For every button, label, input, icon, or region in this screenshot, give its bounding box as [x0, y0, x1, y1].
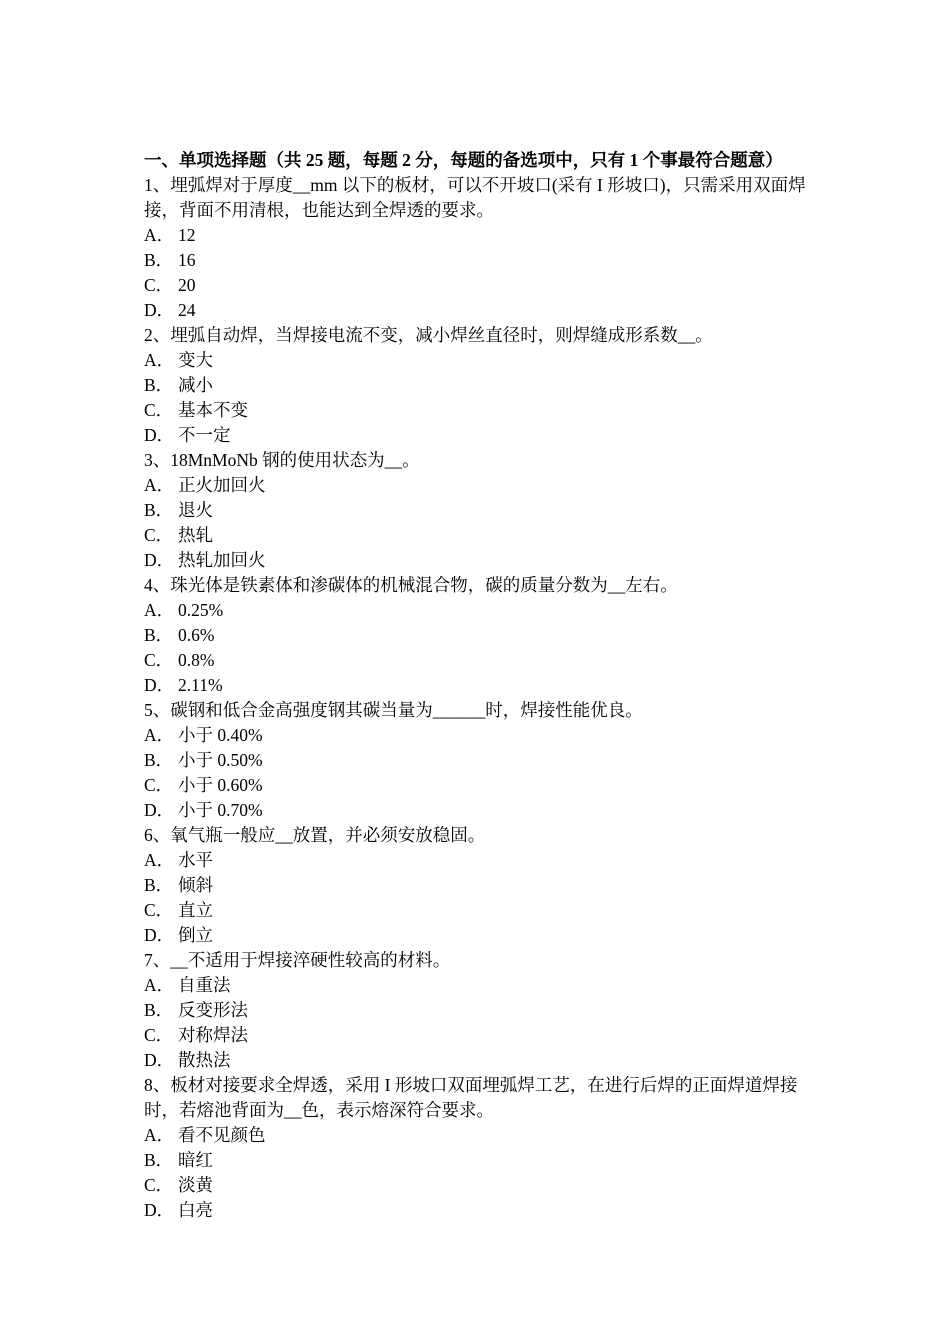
option-c [144, 773, 814, 798]
question-text: 8、板材对接要求全焊透，采用 I 形坡口双面埋弧焊工艺，在进行后焊的正面焊道焊接时，若熔池背面为__色，表示熔深符合要求。 [144, 1075, 798, 1120]
option-letter: A． [144, 850, 175, 870]
option-text: 白亮 [178, 1200, 213, 1220]
question-text: 2、埋弧自动焊，当焊接电流不变，减小焊丝直径时，则焊缝成形系数__。 [144, 325, 713, 345]
option-letter: B． [144, 625, 174, 645]
option-text: 16 [178, 250, 196, 270]
option-text: 20 [178, 275, 196, 295]
option-b [144, 998, 814, 1023]
option-text: 热轧加回火 [178, 550, 266, 570]
option-text: 自重法 [178, 975, 231, 995]
option-letter: D． [144, 675, 175, 695]
question-text: 3、18MnMoNb 钢的使用状态为__。 [144, 450, 420, 470]
option-text: 12 [178, 225, 196, 245]
option-text: 小于 0.40% [178, 725, 263, 745]
option-text: 散热法 [178, 1050, 231, 1070]
option-text: 看不见颜色 [178, 1125, 266, 1145]
option-b [144, 623, 814, 648]
document-body [144, 148, 814, 1223]
option-letter: D． [144, 1200, 175, 1220]
option-letter: C． [144, 400, 174, 420]
option-d [144, 1048, 814, 1073]
option-letter: B． [144, 750, 174, 770]
option-text: 水平 [178, 850, 213, 870]
option-d [144, 798, 814, 823]
option-text: 不一定 [178, 425, 231, 445]
option-letter: D． [144, 425, 175, 445]
option-letter: B． [144, 1000, 174, 1020]
option-d [144, 548, 814, 573]
option-letter: B． [144, 375, 174, 395]
question-text: 1、埋弧焊对于厚度__mm 以下的板材，可以不开坡口(采有 I 形坡口)，只需采用双面焊接，背面不用清根，也能达到全焊透的要求。 [144, 175, 806, 220]
option-text: 0.6% [178, 625, 215, 645]
option-c [144, 898, 814, 923]
option-a [144, 473, 814, 498]
option-letter: B． [144, 1150, 174, 1170]
option-text: 热轧 [178, 525, 213, 545]
option-c [144, 1023, 814, 1048]
option-text: 小于 0.50% [178, 750, 263, 770]
option-c [144, 1173, 814, 1198]
option-text: 0.25% [178, 600, 224, 620]
option-b [144, 248, 814, 273]
option-a [144, 723, 814, 748]
option-a [144, 348, 814, 373]
option-letter: B． [144, 875, 174, 895]
option-text: 2.11% [178, 675, 223, 695]
option-text: 直立 [178, 900, 213, 920]
option-text: 0.8% [178, 650, 215, 670]
option-letter: D． [144, 550, 175, 570]
option-a [144, 848, 814, 873]
option-b [144, 373, 814, 398]
question-text: 5、碳钢和低合金高强度钢其碳当量为______时，焊接性能优良。 [144, 700, 643, 720]
option-a [144, 1123, 814, 1148]
option-text: 淡黄 [178, 1175, 213, 1195]
option-text: 正火加回火 [178, 475, 266, 495]
question-text: 6、氧气瓶一般应__放置，并必须安放稳固。 [144, 825, 486, 845]
option-letter: A． [144, 600, 175, 620]
option-b [144, 1148, 814, 1173]
option-a [144, 598, 814, 623]
option-text: 变大 [178, 350, 213, 370]
option-letter: A． [144, 725, 175, 745]
option-a [144, 223, 814, 248]
option-c [144, 523, 814, 548]
option-letter: C． [144, 525, 174, 545]
option-c [144, 648, 814, 673]
option-text: 暗红 [178, 1150, 213, 1170]
option-b [144, 873, 814, 898]
option-letter: C． [144, 1025, 174, 1045]
option-letter: B． [144, 500, 174, 520]
option-text: 小于 0.70% [178, 800, 263, 820]
option-b [144, 748, 814, 773]
option-letter: C． [144, 1175, 174, 1195]
option-text: 小于 0.60% [178, 775, 263, 795]
option-letter: C． [144, 650, 174, 670]
option-letter: C． [144, 775, 174, 795]
option-text: 对称焊法 [178, 1025, 248, 1045]
option-text: 倾斜 [178, 875, 213, 895]
option-text: 反变形法 [178, 1000, 248, 1020]
option-letter: A． [144, 1125, 175, 1145]
section-title: 一、单项选择题（共 25 题，每题 2 分，每题的备选项中，只有 1 个事最符合题意） [144, 150, 783, 170]
option-d [144, 298, 814, 323]
option-letter: A． [144, 975, 175, 995]
option-letter: C． [144, 900, 174, 920]
option-letter: D． [144, 1050, 175, 1070]
question-text: 7、__不适用于焊接淬硬性较高的材料。 [144, 950, 451, 970]
option-c [144, 398, 814, 423]
option-letter: C． [144, 275, 174, 295]
option-letter: D． [144, 925, 175, 945]
option-d [144, 673, 814, 698]
option-text: 基本不变 [178, 400, 248, 420]
option-d [144, 923, 814, 948]
option-letter: A． [144, 475, 175, 495]
option-letter: B． [144, 250, 174, 270]
option-d [144, 423, 814, 448]
question-text: 4、珠光体是铁素体和渗碳体的机械混合物，碳的质量分数为__左右。 [144, 575, 678, 595]
option-b [144, 498, 814, 523]
option-letter: A． [144, 225, 175, 245]
option-text: 减小 [178, 375, 213, 395]
option-letter: A． [144, 350, 175, 370]
option-text: 24 [178, 300, 196, 320]
option-letter: D． [144, 300, 175, 320]
option-text: 倒立 [178, 925, 213, 945]
option-d [144, 1198, 814, 1223]
option-c [144, 273, 814, 298]
option-text: 退火 [178, 500, 213, 520]
option-a [144, 973, 814, 998]
option-letter: D． [144, 800, 175, 820]
